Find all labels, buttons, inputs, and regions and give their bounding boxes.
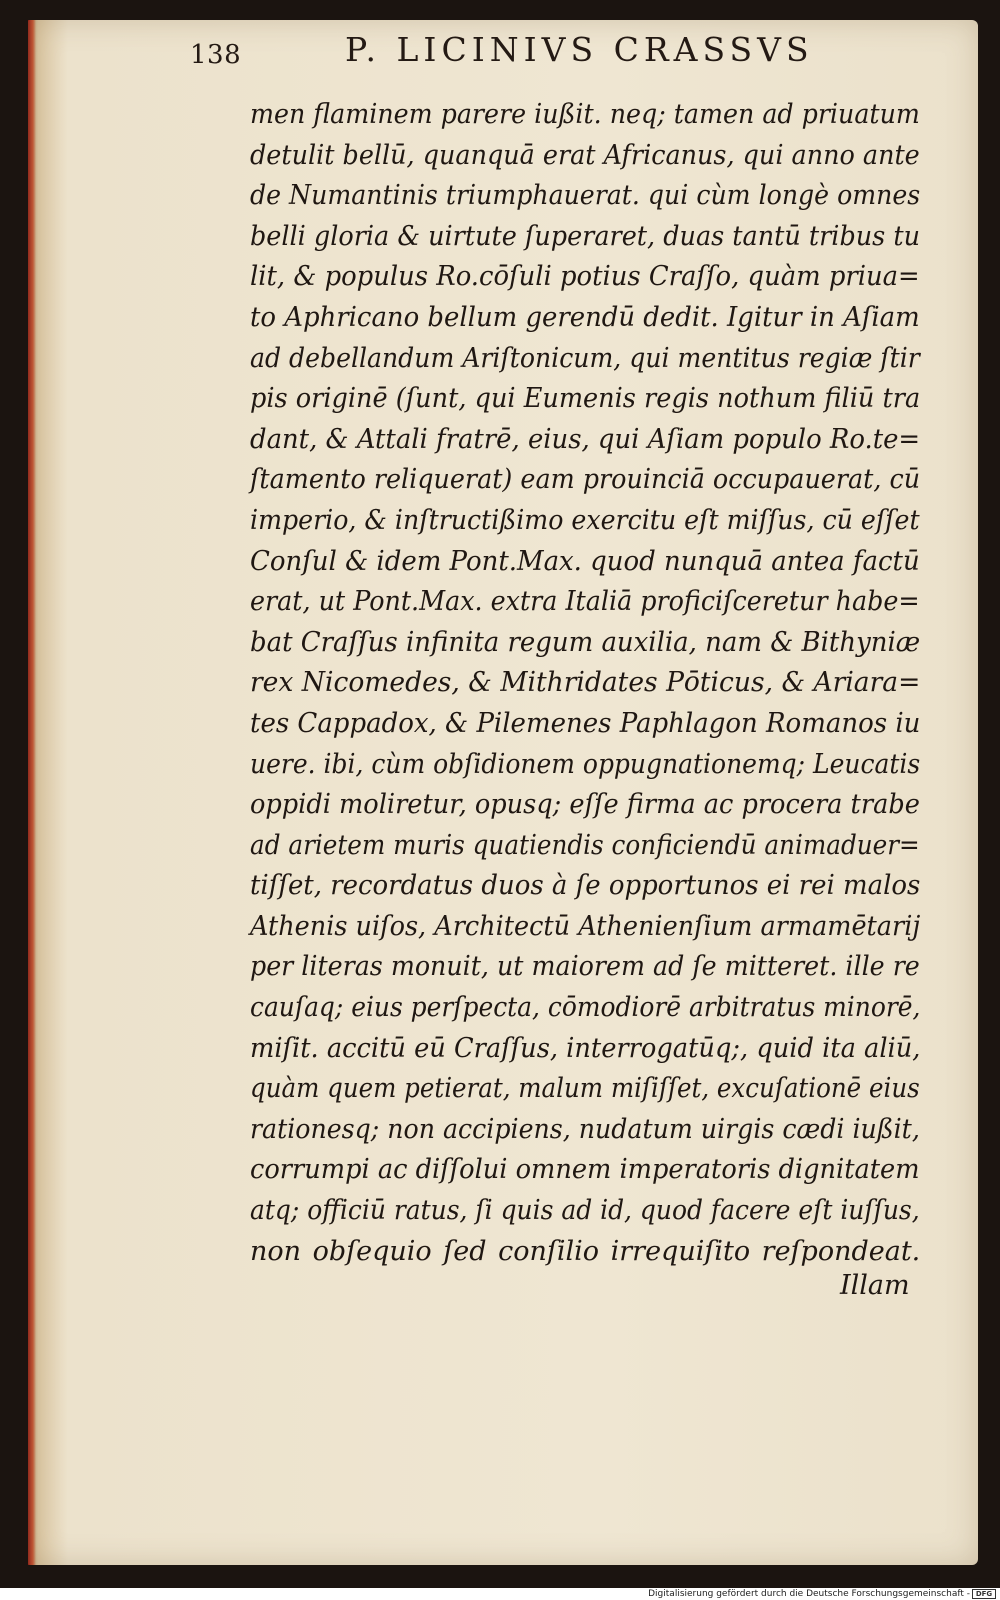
text-line: quàm quem petierat, malum miſiſſet, excuſationē eius [250,1073,920,1105]
text-line: detulit bellū, quanquā erat Africanus, qui anno ante [250,139,920,171]
text-line: ad arietem muris quatiendis conficiendū animaduer= [250,829,920,861]
text-line: dant, & Attali fratrē, eius, qui Aſiam populo Ro.te= [250,423,921,455]
catchword: Illam [840,1270,910,1301]
text-line: to Aphricano bellum gerendū dedit. Igitur in Aſiam [250,301,920,333]
text-line: oppidi moliretur, opusq; eſſe firma ac procera trabe [250,789,920,821]
digitization-credit: Digitalisierung gefördert durch die Deutsche Forschungsgemeinschaft - [648,1589,970,1599]
text-line: rationesq; non accipiens, nudatum uirgis cædi iußit, [250,1113,920,1145]
text-line: non obſequio ſed conſilio irrequiſito reſpondeat. [250,1235,921,1267]
text-line: imperio, & inſtructißimo exercitu eſt miſſus, cū eſſet [250,504,920,536]
text-line: men flaminem parere iußit. neq; tamen ad priuatum [250,99,920,130]
text-line: cauſaq; eius perſpecta, cōmodiorē arbitratus minorē, [250,992,921,1024]
text-line: atq; officiū ratus, ſi quis ad id, quod facere eſt iuſſus, [250,1195,920,1227]
text-line: Conſul & idem Pont.Max. quod nunquā antea factū [250,545,920,577]
text-line: Athenis uiſos, Architectū Athenienſium armamētarij [250,910,921,942]
body-text [250,95,920,1272]
text-line: miſit. accitū eū Craſſus, interrogatūq;, quid ita aliū, [250,1032,921,1064]
running-title: P. LICINIVS CRASSVS [345,30,814,69]
dfg-logo: DFG [972,1589,996,1599]
running-head [190,30,940,78]
text-line: pis originē (ſunt, qui Eumenis regis nothum filiū tra [250,383,921,415]
footer [0,1588,1000,1600]
text-line: tes Cappadox, & Pilemenes Paphlagon Romanos iu [250,707,921,739]
text-line: ſtamento reliquerat) eam prouinciā occupauerat, cū [250,464,921,496]
text-line: rex Nicomedes, & Mithridates Pōticus, & Ariara= [250,667,921,699]
page-number: 138 [190,40,242,70]
text-line: corrumpi ac diſſolui omnem imperatoris dignitatem [250,1154,920,1186]
text-line: uere. ibi, cùm obſidionem oppugnationemq; Leucatis [250,748,921,780]
text-line: erat, ut Pont.Max. extra Italiā proficiſceretur habe= [250,586,920,618]
red-page-edge [28,20,36,1565]
text-line: ad debellandum Ariſtonicum, qui mentitus regiæ ſtir [250,342,920,374]
text-line: de Numantinis triumphauerat. qui cùm longè omnes [250,180,921,212]
text-line: per literas monuit, ut maiorem ad ſe mitteret. ille re [250,951,920,983]
text-line: belli gloria & uirtute ſuperaret, duas tantū tribus tu [250,220,921,252]
text-line: bat Craſſus infinita regum auxilia, nam & Bithyniæ [250,626,921,658]
text-line: lit, & populus Ro.cōſuli potius Craſſo, quàm priua= [250,261,920,293]
text-line: tiſſet, recordatus duos à ſe opportunos ei rei malos [250,870,921,902]
